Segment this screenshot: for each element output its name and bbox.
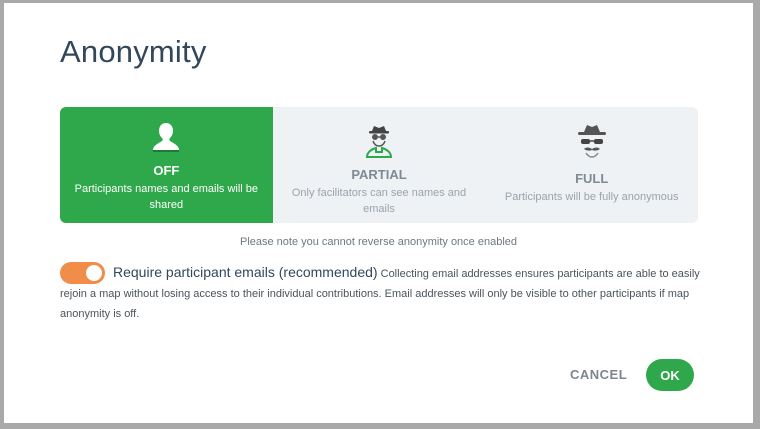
option-off-description: Participants names and emails will be shared bbox=[74, 183, 259, 211]
irreversible-note: Please note you cannot reverse anonymity once enabled bbox=[239, 236, 517, 248]
require-emails-description: Collecting email addresses ensures participants are able to easily rejoin a map without losing access to their individual contributions. Email addresses will only be visible to other participants if map anonymity is off. bbox=[60, 268, 700, 320]
person-icon bbox=[149, 121, 183, 157]
option-off[interactable] bbox=[60, 107, 273, 223]
spy-disguise-icon bbox=[572, 123, 612, 159]
toggle-knob bbox=[86, 265, 102, 281]
anonymity-options bbox=[60, 107, 698, 223]
require-emails-title: Require participant emails (recommended) bbox=[113, 264, 378, 280]
option-partial-description: Only facilitators can see names and emails bbox=[291, 187, 467, 215]
option-partial[interactable] bbox=[273, 107, 486, 223]
require-emails-text bbox=[60, 262, 700, 324]
option-full-label: FULL bbox=[575, 171, 609, 186]
dialog-title: Anonymity bbox=[60, 34, 207, 69]
require-emails-toggle[interactable] bbox=[60, 262, 105, 284]
cancel-button[interactable]: CANCEL bbox=[570, 367, 628, 382]
option-full[interactable] bbox=[485, 107, 698, 223]
option-partial-label: PARTIAL bbox=[351, 167, 407, 182]
option-full-description: Participants will be fully anonymous bbox=[504, 191, 679, 203]
spy-hat-icon bbox=[362, 123, 396, 159]
ok-button[interactable]: OK bbox=[646, 359, 694, 391]
option-off-label: OFF bbox=[153, 163, 180, 178]
anonymity-dialog bbox=[4, 3, 753, 423]
